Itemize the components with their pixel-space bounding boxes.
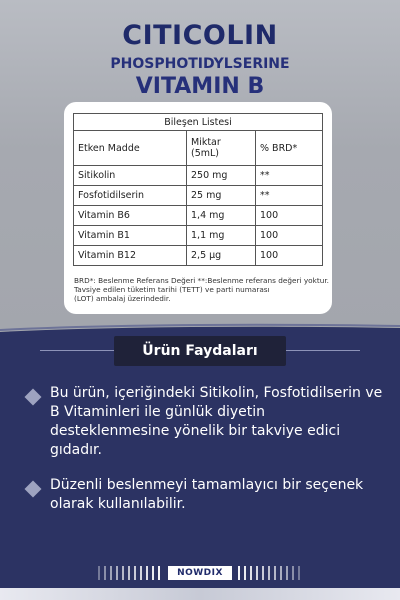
ingredient-name: Vitamin B6 [74, 206, 187, 226]
ingredient-table [73, 113, 323, 266]
benefit-line: Düzenli beslenmeyi tamamlayıcı bir seçenek [50, 477, 364, 493]
ingredient-name: Fosfotidilserin [74, 186, 187, 206]
diamond-bullet-icon [25, 389, 42, 406]
header-active-ingredient: Etken Madde [74, 131, 187, 166]
header-amount-line1: Miktar [191, 137, 221, 148]
benefits-heading: Ürün Faydaları [114, 336, 286, 366]
ingredient-brd: ** [256, 186, 323, 206]
ingredient-name: Vitamin B12 [74, 246, 187, 266]
table-row [74, 246, 323, 266]
ingredient-card [64, 102, 332, 314]
header-brd: % BRD* [256, 131, 323, 166]
table-row [74, 166, 323, 186]
table-header-row [74, 131, 323, 166]
logo-stripes-right [232, 566, 304, 580]
benefit-item-1 [50, 384, 390, 460]
ingredient-amount: 1,4 mg [187, 206, 256, 226]
ingredient-brd: 100 [256, 226, 323, 246]
product-subtitle: PHOSPHOTIDYLSERINE [110, 56, 290, 72]
footnote-line: (LOT) ambalaj üzerindedir. [74, 294, 171, 303]
footnote-line: BRD*: Beslenme Referans Değeri **:Beslenme referans değeri yoktur. [74, 276, 330, 285]
benefit-line: olarak kullanılabilir. [50, 496, 186, 512]
table-row [74, 226, 323, 246]
product-title: CITICOLIN [122, 20, 278, 51]
benefit-line: desteklenmesine yönelik bir takviye edici [50, 423, 341, 439]
table-row [74, 186, 323, 206]
ingredient-brd: 100 [256, 246, 323, 266]
ingredient-amount: 25 mg [187, 186, 256, 206]
ingredient-amount: 250 mg [187, 166, 256, 186]
header-amount [187, 131, 256, 166]
table-footnote [74, 276, 330, 303]
header-amount-line2: (5mL) [191, 148, 220, 159]
diamond-bullet-icon [25, 481, 42, 498]
ingredient-amount: 1,1 mg [187, 226, 256, 246]
ingredient-brd: ** [256, 166, 323, 186]
product-subtitle-vitamin: VITAMIN B [135, 74, 265, 99]
heading-rule-left [40, 350, 114, 351]
table-row [74, 206, 323, 226]
bottom-stripe [0, 588, 400, 600]
footnote-line: Tavsiye edilen tüketim tarihi (TETT) ve parti numarası [74, 285, 270, 294]
heading-rule-right [286, 350, 360, 351]
ingredient-amount: 2,5 µg [187, 246, 256, 266]
ingredient-name: Vitamin B1 [74, 226, 187, 246]
logo-stripes-left [96, 566, 168, 580]
benefit-line: B Vitaminleri ile günlük diyetin [50, 404, 266, 420]
ingredient-brd: 100 [256, 206, 323, 226]
table-caption: Bileşen Listesi [74, 114, 323, 131]
benefit-line: Bu ürün, içeriğindeki Sitikolin, Fosfotidilserin ve [50, 385, 383, 401]
brand-logo: NOWDIX [168, 566, 232, 580]
benefit-line: gıdadır. [50, 442, 102, 458]
ingredient-name: Sitikolin [74, 166, 187, 186]
benefit-item-2 [50, 476, 390, 514]
